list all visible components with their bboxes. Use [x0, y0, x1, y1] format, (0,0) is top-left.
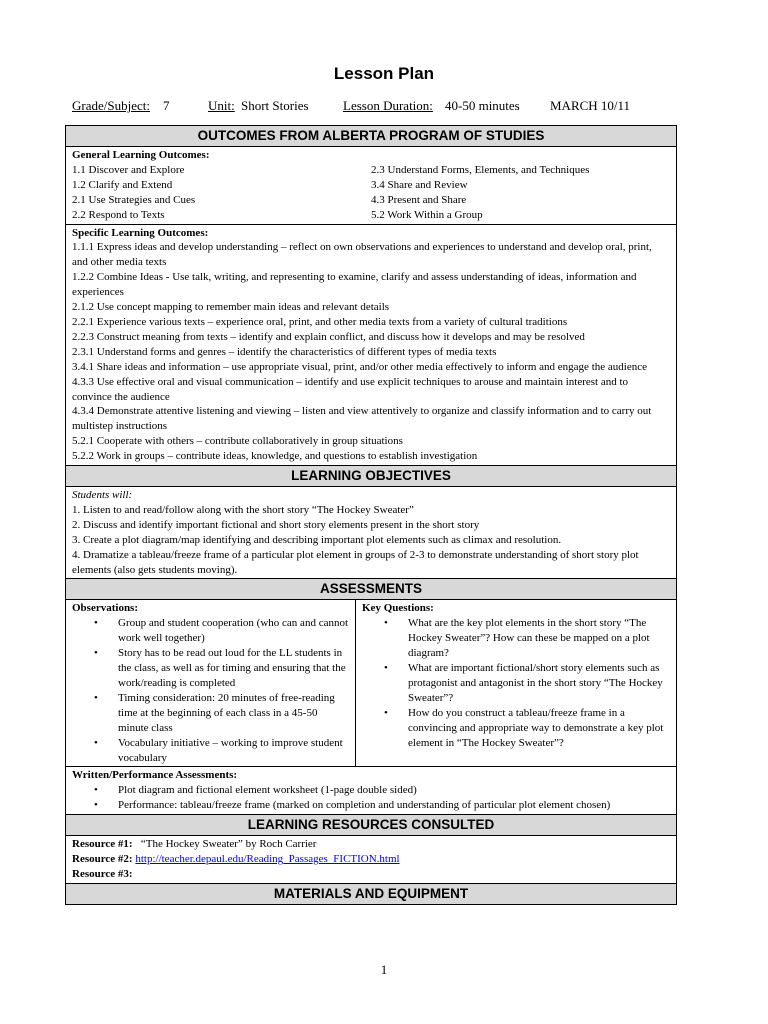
key-question-item: • What are the key plot elements in the short story “The Hockey Sweater”? How can these be mapped on a plot diagram? — [408, 616, 670, 661]
specific-outcomes-label: Specific Learning Outcomes: — [72, 226, 209, 239]
specific-outcomes-section — [66, 225, 676, 467]
resource-3-row — [72, 867, 670, 882]
objective-item: 2. Discuss and identify important fictional and short story elements present in the short story — [72, 518, 480, 531]
objectives-section — [66, 487, 676, 579]
objective-item: 1. Listen to and read/follow along with the short story “The Hockey Sweater” — [72, 503, 414, 516]
key-questions-cell — [356, 600, 676, 766]
specific-outcome-item: 5.2.2 Work in groups – contribute ideas, knowledge, and questions to establish investigation — [72, 450, 478, 463]
key-question-item: • How do you construct a tableau/freeze frame in a convincing and appropriate way to demonstrate a key plot element in “The Hockey Sweater”? — [408, 706, 670, 751]
specific-outcome-item: 2.2.3 Construct meaning from texts – identify and explain conflict, and discuss how it develops and may be resolved — [72, 330, 585, 343]
general-outcomes-right — [371, 163, 670, 223]
duration-label: Lesson Duration: — [343, 98, 433, 113]
lesson-plan-table — [65, 125, 677, 905]
objective-item: 4. Dramatize a tableau/freeze frame of a particular plot element in groups of 2-3 to demonstrate understanding of short story plot elements (also gets students moving). — [72, 548, 639, 576]
specific-outcome-item: 1.1.1 Express ideas and develop understanding – reflect on own observations and experiences to understand and develop oral, print, and other media texts — [72, 241, 652, 269]
general-outcomes-label: General Learning Outcomes: — [72, 149, 210, 161]
resource-1-value: “The Hockey Sweater” by Roch Carrier — [140, 838, 317, 851]
specific-outcome-item: 2.3.1 Understand forms and genres – identify the characteristics of different types of media texts — [72, 345, 497, 358]
materials-header: MATERIALS AND EQUIPMENT — [66, 884, 676, 904]
key-question-item: • What are important fictional/short story elements such as protagonist and antagonist in the short story “The Hockey Sweater”? — [408, 661, 670, 706]
general-outcome-item: 2.2 Respond to Texts — [72, 208, 165, 221]
resource-1-label: Resource #1: — [72, 838, 133, 851]
key-questions-label: Key Questions: — [362, 602, 434, 615]
observation-item: • Story has to be read out loud for the LL students in the class, as well as for timing and ensuring that the work/reading is completed — [118, 646, 349, 691]
unit-label: Unit: — [208, 98, 235, 113]
resource-2-row — [72, 852, 670, 867]
resource-1-row — [72, 837, 670, 852]
general-outcome-item: 1.2 Clarify and Extend — [72, 178, 173, 191]
unit-value: Short Stories — [241, 98, 309, 113]
specific-outcome-item: 4.3.4 Demonstrate attentive listening and viewing – listen and view attentively to organize and classify information and to carry out multistep instructions — [72, 405, 652, 433]
general-outcome-item: 3.4 Share and Review — [371, 178, 468, 191]
specific-outcome-item: 1.2.2 Combine Ideas - Use talk, writing, and representing to examine, clarify and assess understanding of ideas, information and experiences — [72, 271, 637, 299]
page-number: 1 — [380, 962, 388, 977]
observation-item: • Group and student cooperation (who can and cannot work well together) — [118, 616, 349, 646]
resources-section — [66, 836, 676, 884]
observation-item: • Vocabulary initiative – working to improve student vocabulary — [118, 736, 349, 766]
resource-2-label: Resource #2: — [72, 853, 133, 866]
general-outcome-item: 2.1 Use Strategies and Cues — [72, 193, 196, 206]
specific-outcome-item: 4.3.3 Use effective oral and visual communication – identify and use explicit techniques to arouse and maintain interest and to convince the audience — [72, 375, 629, 403]
general-outcomes-section — [66, 147, 676, 225]
objective-item: 3. Create a plot diagram/map identifying and describing important plot elements such as climax and resolution. — [72, 533, 562, 546]
specific-outcome-item: 5.2.1 Cooperate with others – contribute collaboratively in group situations — [72, 435, 403, 448]
general-outcome-item: 4.3 Present and Share — [371, 193, 467, 206]
lesson-meta-row — [72, 98, 708, 116]
written-assessments-section — [66, 767, 676, 815]
page-title: Lesson Plan — [333, 64, 435, 83]
duration-value: 40-50 minutes — [445, 98, 520, 113]
specific-outcome-item: 2.1.2 Use concept mapping to remember main ideas and relevant details — [72, 301, 390, 314]
specific-outcome-item: 3.4.1 Share ideas and information – use appropriate visual, print, and/or other media effectively to inform and engage the audience — [72, 360, 647, 373]
grade-label: Grade/Subject: — [72, 98, 150, 113]
observations-label: Observations: — [72, 602, 138, 615]
observation-item: • Timing consideration: 20 minutes of free-reading time at the beginning of each class in a 45-50 minute class — [118, 691, 349, 736]
objectives-intro: Students will: — [72, 489, 133, 502]
general-outcome-item: 5.2 Work Within a Group — [371, 208, 483, 221]
assessments-split — [66, 600, 676, 767]
resource-2-link[interactable]: http://teacher.depaul.edu/Reading_Passages_FICTION.html — [135, 853, 400, 866]
specific-outcome-item: 2.2.1 Experience various texts – experience oral, print, and other media texts from a variety of cultural traditions — [72, 315, 568, 328]
outcomes-header: OUTCOMES FROM ALBERTA PROGRAM OF STUDIES — [66, 126, 676, 147]
resource-3-label: Resource #3: — [72, 867, 133, 880]
written-assessment-item: • Plot diagram and fictional element worksheet (1-page double sided) — [118, 783, 670, 798]
general-outcomes-left — [72, 163, 371, 223]
general-outcome-item: 1.1 Discover and Explore — [72, 163, 185, 176]
objectives-header: LEARNING OBJECTIVES — [66, 466, 676, 487]
assessments-header: ASSESSMENTS — [66, 579, 676, 600]
written-assessments-label: Written/Performance Assessments: — [72, 769, 238, 782]
lesson-date: MARCH 10/11 — [550, 98, 631, 113]
observations-cell — [66, 600, 356, 766]
general-outcome-item: 2.3 Understand Forms, Elements, and Techniques — [371, 163, 590, 176]
resources-header: LEARNING RESOURCES CONSULTED — [66, 815, 676, 836]
written-assessment-item: • Performance: tableau/freeze frame (marked on completion and understanding of particular plot element chosen) — [118, 798, 670, 813]
grade-value: 7 — [163, 98, 170, 113]
